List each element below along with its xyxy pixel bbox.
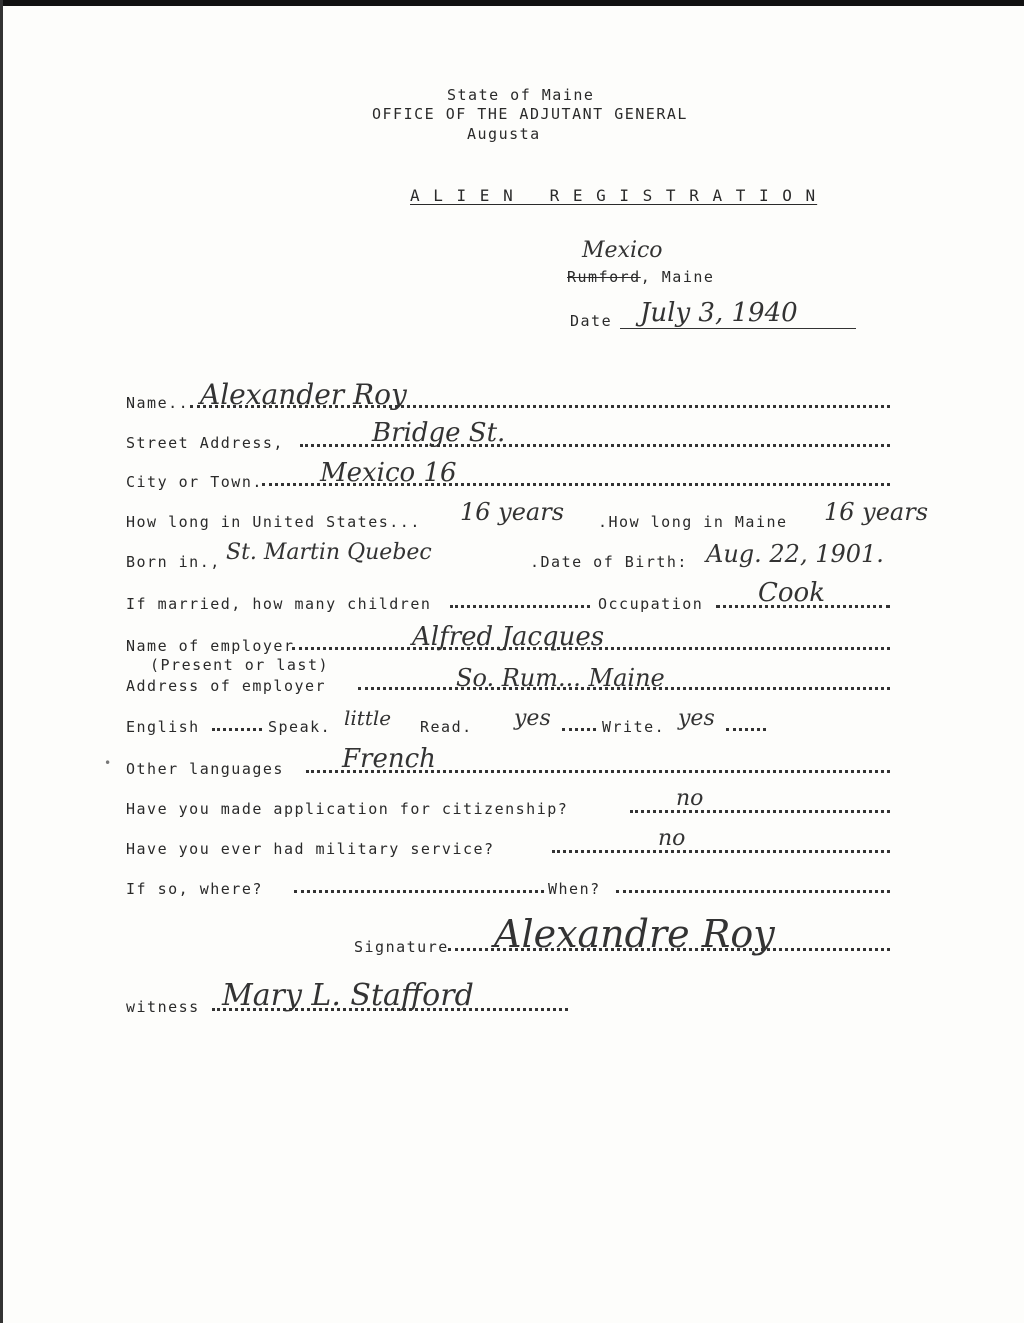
employer-note: (Present or last) <box>150 656 330 674</box>
when-label: When? <box>548 880 601 898</box>
scan-top-edge <box>0 0 1024 6</box>
city-value: Mexico 16 <box>320 458 457 488</box>
place-state: , Maine <box>640 268 715 286</box>
header-city: Augusta <box>467 125 541 143</box>
military-dots <box>552 850 890 853</box>
other-languages-label: Other languages <box>126 760 284 778</box>
witness-value: Mary L. Stafford <box>222 978 474 1013</box>
citizenship-dots <box>630 810 890 813</box>
place-handwritten: Mexico <box>582 238 663 263</box>
how-long-us-label: How long in United States... <box>126 513 421 531</box>
how-long-maine-value: 16 years <box>824 498 929 526</box>
margin-mark: • <box>104 756 112 770</box>
where-dots <box>294 890 544 893</box>
write-label: Write. <box>602 718 666 736</box>
where-label: If so, where? <box>126 880 263 898</box>
military-value: no <box>658 826 686 851</box>
write-dots <box>726 728 766 731</box>
english-label: English <box>126 718 200 736</box>
how-long-us-value: 16 years <box>460 498 565 526</box>
read-label: Read. <box>420 718 473 736</box>
signature-label: Signature <box>354 938 449 956</box>
read-value: yes <box>514 706 551 731</box>
dob-value: Aug. 22, 1901. <box>706 540 884 568</box>
speak-value: little <box>344 706 392 730</box>
signature-value: Alexandre Roy <box>494 912 775 956</box>
name-value: Alexander Roy <box>200 378 407 411</box>
citizenship-label: Have you made application for citizenship? <box>126 800 569 818</box>
form-title: A L I E N R E G I S T R A T I O N <box>410 186 818 205</box>
read-dots <box>562 728 596 731</box>
write-value: yes <box>678 706 715 731</box>
name-label: Name.. <box>126 394 190 412</box>
dob-label: .Date of Birth: <box>530 553 688 571</box>
other-languages-value: French <box>342 744 436 774</box>
employer-value: Alfred Jacques <box>412 622 605 652</box>
header-office: OFFICE OF THE ADJUTANT GENERAL <box>372 105 688 123</box>
employer-address-label: Address of employer <box>126 677 327 695</box>
place-line <box>567 268 714 286</box>
born-in-value: St. Martin Quebec <box>226 540 432 565</box>
english-dots <box>212 728 262 731</box>
employer-label: Name of employer <box>126 637 295 655</box>
place-struck-town: Rumford <box>567 268 641 286</box>
citizenship-value: no <box>676 786 704 811</box>
city-label: City or Town. <box>126 473 263 491</box>
occupation-value: Cook <box>758 578 825 608</box>
date-label: Date <box>570 312 613 330</box>
military-label: Have you ever had military service? <box>126 840 495 858</box>
witness-label: witness <box>126 998 200 1016</box>
scan-left-edge <box>0 0 3 1323</box>
children-dots <box>450 605 590 608</box>
employer-address-value: So. Rum... Maine <box>456 664 665 692</box>
occupation-label: Occupation <box>598 595 704 613</box>
born-in-label: Born in., <box>126 553 221 571</box>
street-value: Bridge St. <box>372 418 506 448</box>
how-long-maine-label: .How long in Maine <box>598 513 788 531</box>
date-rule <box>620 328 856 329</box>
street-label: Street Address, <box>126 434 284 452</box>
children-label: If married, how many children <box>126 595 432 613</box>
date-value: July 3, 1940 <box>640 298 798 328</box>
header-state: State of Maine <box>447 86 595 104</box>
when-dots <box>616 890 890 893</box>
speak-label: Speak. <box>268 718 332 736</box>
